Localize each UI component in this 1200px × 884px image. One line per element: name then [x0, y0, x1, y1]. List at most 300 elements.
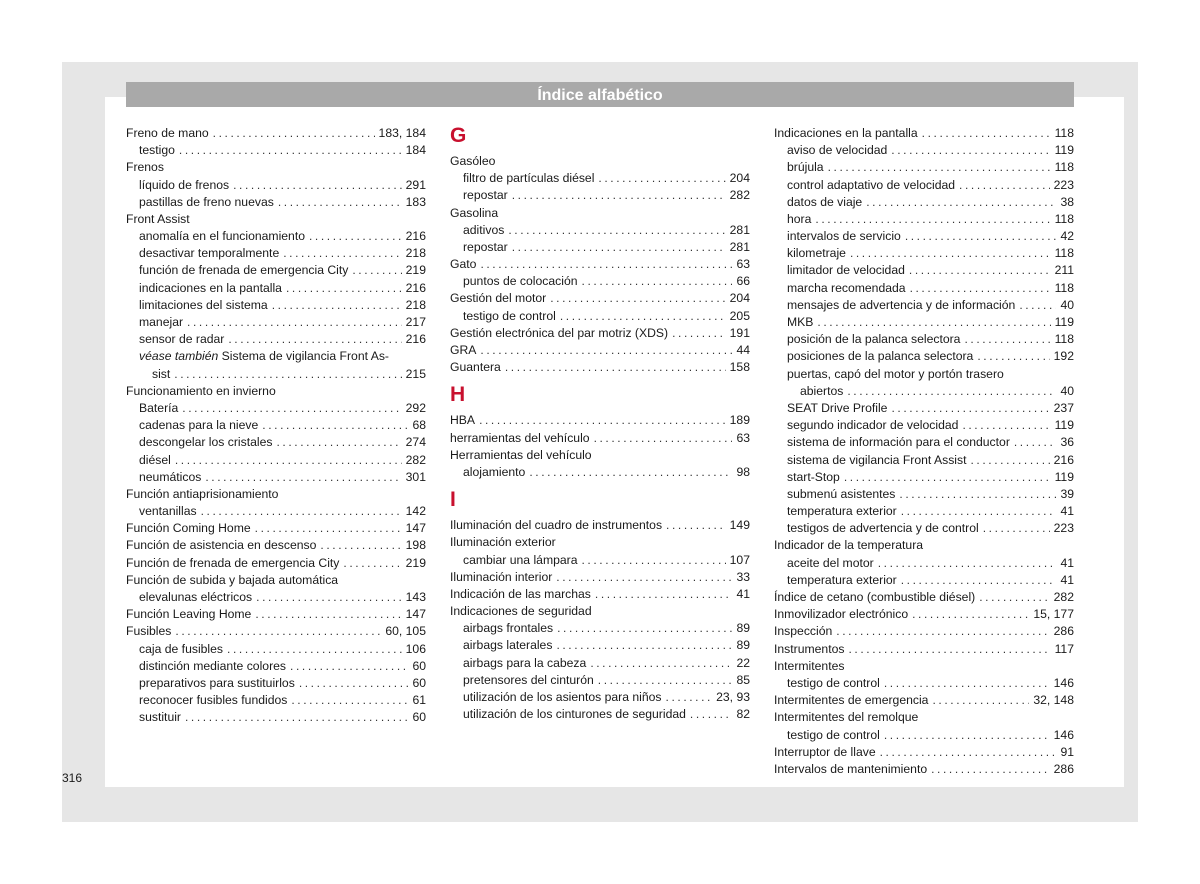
- index-page-ref: 33: [736, 569, 750, 584]
- index-term: [139, 348, 389, 365]
- index-term: [139, 709, 181, 726]
- dot-leader: [977, 348, 1049, 365]
- index-entry: [126, 177, 426, 194]
- index-term-text: HBA: [450, 413, 476, 428]
- index-term-text: airbags laterales: [463, 638, 553, 653]
- index-entry: [450, 222, 750, 239]
- index-term: [139, 452, 171, 469]
- index-entry: [774, 555, 1074, 572]
- index-term-text: mensajes de advertencia y de información: [787, 297, 1016, 312]
- index-entry: [774, 245, 1074, 262]
- index-entry: [774, 709, 1074, 726]
- dot-leader: [560, 308, 726, 325]
- index-term-text: Función Coming Home: [126, 521, 251, 536]
- index-page-ref: 63: [736, 430, 750, 445]
- index-term: [787, 142, 887, 159]
- index-entry: [126, 589, 426, 606]
- index-term: [450, 290, 546, 307]
- dot-leader: [185, 709, 408, 726]
- dot-leader: [983, 520, 1050, 537]
- dot-leader: [228, 331, 401, 348]
- index-term: [139, 314, 183, 331]
- index-entry: [774, 692, 1074, 709]
- dot-leader: [286, 280, 402, 297]
- dot-leader: [278, 194, 402, 211]
- index-entry: [126, 194, 426, 211]
- index-term: [800, 383, 843, 400]
- index-term-text: sistema de vigilancia Front Assist: [787, 452, 967, 467]
- dot-leader: [175, 452, 402, 469]
- index-entry: [774, 263, 1074, 280]
- index-entry: [774, 727, 1074, 744]
- index-page-ref: 39: [1060, 486, 1074, 501]
- index-page-ref: 98: [736, 464, 750, 479]
- index-term-text: testigo de control: [787, 727, 880, 742]
- dot-leader: [598, 170, 725, 187]
- index-term-text: Guantera: [450, 360, 501, 375]
- section-letter: I: [450, 488, 456, 512]
- dot-leader: [213, 125, 375, 142]
- index-column-3: [774, 125, 1074, 778]
- index-entry: [126, 280, 426, 297]
- index-page-ref: 219: [405, 555, 426, 570]
- index-page-ref: 89: [736, 638, 750, 653]
- index-entry: [450, 569, 750, 586]
- index-entry: [126, 641, 426, 658]
- index-term: [463, 187, 508, 204]
- index-term-text: Inspección: [774, 624, 833, 639]
- section-letter: H: [450, 383, 466, 407]
- index-term: [787, 297, 1015, 314]
- index-term-text: control adaptativo de velocidad: [787, 177, 956, 192]
- index-term: [139, 262, 348, 279]
- dot-leader: [283, 245, 401, 262]
- index-entry: [450, 534, 750, 551]
- index-page-ref: 82: [736, 707, 750, 722]
- index-term-text: filtro de partículas diésel: [463, 171, 595, 186]
- index-term: [787, 727, 880, 744]
- index-page-ref: 143: [405, 590, 426, 605]
- dot-leader: [256, 589, 402, 606]
- index-entry: [774, 469, 1074, 486]
- index-term-text: Batería: [139, 400, 179, 415]
- index-term: [787, 245, 846, 262]
- index-term-text: Instrumentos: [774, 641, 845, 656]
- dot-leader: [512, 187, 726, 204]
- index-page-ref: 198: [405, 538, 426, 553]
- index-term: [139, 417, 258, 434]
- index-entry: [774, 177, 1074, 194]
- index-term-text: submenú asistentes: [787, 486, 896, 501]
- index-term-text: Intermitentes de emergencia: [774, 693, 929, 708]
- index-page-ref: 89: [736, 621, 750, 636]
- index-term: [787, 572, 897, 589]
- index-term: [139, 142, 175, 159]
- dot-leader: [1019, 297, 1056, 314]
- index-term: [463, 464, 525, 481]
- index-term-text: anomalía en el funcionamiento: [139, 229, 305, 244]
- index-term: [787, 159, 824, 176]
- index-page-ref: 183: [405, 194, 426, 209]
- index-term-text: líquido de frenos: [139, 177, 230, 192]
- index-term-text: reconocer fusibles fundidos: [139, 693, 288, 708]
- index-term-text: repostar: [463, 239, 508, 254]
- index-term: [139, 589, 252, 606]
- index-page-ref: 42: [1060, 229, 1074, 244]
- index-term-text: herramientas del vehículo: [450, 430, 590, 445]
- dot-leader: [320, 537, 401, 554]
- index-term: [126, 211, 190, 228]
- index-page-ref: 184: [405, 143, 426, 158]
- index-page-ref: 292: [405, 400, 426, 415]
- index-entry: [774, 348, 1074, 365]
- index-term-text: repostar: [463, 188, 508, 203]
- index-entry: [774, 194, 1074, 211]
- index-term: [450, 430, 590, 447]
- index-entry: [126, 125, 426, 142]
- index-term-text: testigo: [139, 143, 175, 158]
- index-term: [787, 417, 958, 434]
- index-term-text: indicaciones en la pantalla: [139, 280, 282, 295]
- dot-leader: [309, 228, 402, 245]
- index-term-text: Intermitentes del remolque: [774, 710, 919, 725]
- dot-leader: [291, 692, 408, 709]
- index-page-ref: 218: [405, 297, 426, 312]
- index-term: [450, 412, 475, 429]
- index-entry: [450, 706, 750, 723]
- index-term: [774, 692, 928, 709]
- index-term: [139, 434, 272, 451]
- index-term-text: descongelar los cristales: [139, 435, 273, 450]
- index-entry: [450, 170, 750, 187]
- index-term-text: Función antiaprisionamiento: [126, 486, 279, 501]
- index-entry: [450, 273, 750, 290]
- dot-leader: [479, 412, 726, 429]
- index-entry: [450, 412, 750, 429]
- index-term: [774, 658, 844, 675]
- index-page-ref: 216: [405, 332, 426, 347]
- index-entry: [450, 464, 750, 481]
- index-term-text: Funcionamiento en invierno: [126, 383, 276, 398]
- index-term-text: cambiar una lámpara: [463, 552, 578, 567]
- dot-leader: [672, 325, 726, 342]
- index-term: [126, 537, 316, 554]
- index-entry: [450, 342, 750, 359]
- dot-leader: [174, 366, 401, 383]
- dot-leader: [594, 430, 733, 447]
- index-term-text: marcha recomendada: [787, 280, 906, 295]
- index-term: [139, 245, 279, 262]
- index-term-text: ventanillas: [139, 504, 197, 519]
- index-page-ref: 22: [736, 655, 750, 670]
- index-entry: [450, 291, 750, 308]
- index-entry: [774, 400, 1074, 417]
- index-term: [152, 366, 170, 383]
- index-entry: [126, 142, 426, 159]
- index-term-text: Indicaciones de seguridad: [450, 604, 592, 619]
- index-term-text: temperatura exterior: [787, 572, 897, 587]
- dot-leader: [175, 623, 381, 640]
- index-page-ref: 217: [405, 315, 426, 330]
- dot-leader: [884, 727, 1050, 744]
- dot-leader: [505, 359, 726, 376]
- index-entry: [774, 675, 1074, 692]
- index-term-text: neumáticos: [139, 469, 202, 484]
- index-page-ref: 215: [405, 366, 426, 381]
- dot-leader: [878, 555, 1057, 572]
- index-page-ref: 218: [405, 246, 426, 261]
- index-entry: [774, 383, 1074, 400]
- index-term: [139, 692, 287, 709]
- index-page-ref: 286: [1053, 624, 1074, 639]
- dot-leader: [848, 641, 1050, 658]
- dot-leader: [590, 655, 732, 672]
- index-term-text: función de frenada de emergencia City: [139, 263, 349, 278]
- index-entry: [774, 520, 1074, 537]
- index-entry: [450, 638, 750, 655]
- dot-leader: [262, 417, 408, 434]
- index-term: [139, 177, 229, 194]
- index-page-ref: 119: [1054, 143, 1074, 158]
- index-page-ref: 216: [405, 229, 426, 244]
- index-page-ref: 149: [729, 518, 750, 533]
- dot-leader: [343, 555, 401, 572]
- index-entry: [126, 159, 426, 176]
- index-term-text: airbags para la cabeza: [463, 655, 587, 670]
- index-entry: [126, 623, 426, 640]
- index-term: [139, 331, 224, 348]
- index-page-ref: 146: [1053, 675, 1074, 690]
- index-entry: [126, 314, 426, 331]
- index-entry: [774, 297, 1074, 314]
- index-page-ref: 40: [1060, 383, 1074, 398]
- index-entry: [774, 538, 1074, 555]
- dot-leader: [582, 273, 733, 290]
- index-entry: [126, 520, 426, 537]
- dot-leader: [595, 586, 733, 603]
- index-term: [139, 297, 268, 314]
- index-page-ref: 301: [405, 469, 426, 484]
- index-entry: [774, 658, 1074, 675]
- index-entry: [774, 280, 1074, 297]
- index-entry: [126, 572, 426, 589]
- index-entry: [126, 469, 426, 486]
- index-term-text: limitador de velocidad: [787, 263, 905, 278]
- index-term: [450, 153, 495, 170]
- index-entry: [774, 572, 1074, 589]
- index-term: [450, 534, 556, 551]
- dot-leader: [290, 658, 408, 675]
- index-entry: [126, 486, 426, 503]
- index-page-ref: 85: [736, 672, 750, 687]
- index-entry: [126, 503, 426, 520]
- index-page-ref: 216: [1053, 452, 1074, 467]
- index-term: [126, 486, 278, 503]
- index-term: [774, 589, 975, 606]
- index-page-ref: 189: [729, 413, 750, 428]
- index-term-text: elevalunas eléctricos: [139, 590, 253, 605]
- index-term-text: alojamiento: [463, 464, 526, 479]
- index-term: [126, 555, 339, 572]
- index-term: [139, 194, 274, 211]
- index-term: [787, 314, 813, 331]
- index-term: [774, 623, 832, 640]
- index-page-ref: 205: [729, 308, 750, 323]
- index-entry: [126, 331, 426, 348]
- dot-leader: [666, 517, 726, 534]
- dot-leader: [891, 400, 1049, 417]
- index-entry: [774, 434, 1074, 451]
- index-entry: [126, 383, 426, 400]
- index-entry: [774, 623, 1074, 640]
- index-page-ref: 60: [412, 675, 426, 690]
- index-entry: [450, 430, 750, 447]
- index-term-text: Iluminación interior: [450, 569, 553, 584]
- dot-leader: [205, 469, 401, 486]
- index-term: [774, 709, 918, 726]
- index-entry: [126, 211, 426, 228]
- index-term-text: Fusibles: [126, 624, 172, 639]
- dot-leader: [299, 675, 409, 692]
- index-entry: [450, 256, 750, 273]
- dot-leader: [828, 159, 1051, 176]
- index-page-ref: 146: [1053, 727, 1074, 742]
- index-term: [450, 447, 592, 464]
- index-page-ref: 147: [405, 521, 426, 536]
- dot-leader: [850, 245, 1051, 262]
- index-page-ref: 36: [1060, 435, 1074, 450]
- index-entry: [450, 359, 750, 376]
- index-term: [139, 641, 223, 658]
- index-term: [126, 606, 251, 623]
- dot-leader: [910, 280, 1051, 297]
- index-term: [450, 342, 476, 359]
- dot-leader: [844, 469, 1051, 486]
- dot-leader: [255, 606, 401, 623]
- index-entry: [774, 589, 1074, 606]
- index-term-text: segundo indicador de velocidad: [787, 418, 959, 433]
- index-entry: [450, 153, 750, 170]
- index-page-ref: 15, 177: [1033, 607, 1074, 622]
- index-term-text: Iluminación del cuadro de instrumentos: [450, 518, 663, 533]
- index-term: [126, 572, 338, 589]
- index-page-ref: 211: [1054, 263, 1074, 278]
- index-page-ref: 282: [729, 188, 750, 203]
- index-page-ref: 32, 148: [1033, 693, 1074, 708]
- index-term-text: Indicación de las marchas: [450, 586, 591, 601]
- index-term: [787, 434, 1010, 451]
- index-term-text: Función de subida y bajada automática: [126, 572, 339, 587]
- index-page-ref: 41: [1060, 504, 1074, 519]
- index-page-ref: 68: [412, 418, 426, 433]
- index-page-ref: 147: [405, 607, 426, 622]
- dot-leader: [815, 211, 1050, 228]
- index-term-text: testigos de advertencia y de control: [787, 521, 979, 536]
- index-term-text: datos de viaje: [787, 194, 863, 209]
- index-term: [139, 228, 305, 245]
- dot-leader: [901, 503, 1057, 520]
- index-entry: [774, 606, 1074, 623]
- index-term-text: posiciones de la palanca selectora: [787, 349, 974, 364]
- index-entry: [450, 552, 750, 569]
- dot-leader: [909, 262, 1051, 279]
- index-entry: [450, 447, 750, 464]
- index-page-ref: 119: [1054, 469, 1074, 484]
- dot-leader: [817, 314, 1050, 331]
- index-page-ref: 274: [405, 435, 426, 450]
- dot-leader: [201, 503, 402, 520]
- index-term-text: Sistema de vigilancia Front As-: [221, 349, 389, 364]
- index-page-ref: 106: [405, 641, 426, 656]
- index-term-text: Gestión electrónica del par motriz (XDS): [450, 325, 669, 340]
- index-entry: [450, 672, 750, 689]
- index-page-ref: 223: [1053, 177, 1074, 192]
- index-term-text: pastillas de freno nuevas: [139, 194, 274, 209]
- index-column-2: [450, 125, 750, 723]
- index-term: [139, 400, 178, 417]
- dot-leader: [959, 177, 1050, 194]
- index-page-ref: 223: [1053, 521, 1074, 536]
- index-entry: [126, 452, 426, 469]
- index-term-text: utilización de los cinturones de seguridad: [463, 707, 686, 722]
- index-page-ref: 118: [1054, 125, 1074, 140]
- index-entry: [774, 417, 1074, 434]
- dot-leader: [979, 589, 1049, 606]
- index-term: [463, 620, 553, 637]
- page-title: Índice alfabético: [126, 82, 1074, 107]
- index-entry: [450, 620, 750, 637]
- index-entry: [450, 689, 750, 706]
- index-term: [787, 366, 1004, 383]
- index-entry: [774, 159, 1074, 176]
- dot-leader: [508, 222, 725, 239]
- index-term-text: kilometraje: [787, 246, 846, 261]
- index-entry: [774, 761, 1074, 778]
- dot-leader: [880, 744, 1057, 761]
- dot-leader: [179, 142, 402, 159]
- index-term-text: Función de asistencia en descenso: [126, 538, 317, 553]
- index-page-ref: 63: [736, 257, 750, 272]
- index-term-text: airbags frontales: [463, 621, 554, 636]
- dot-leader: [1014, 434, 1057, 451]
- index-term: [450, 569, 552, 586]
- index-page-ref: 216: [405, 280, 426, 295]
- index-page-ref: 117: [1054, 641, 1074, 656]
- index-term-text: Función de frenada de emergencia City: [126, 555, 340, 570]
- index-term: [450, 325, 668, 342]
- index-page-ref: 118: [1054, 332, 1074, 347]
- index-term: [787, 177, 955, 194]
- index-page-ref: 107: [729, 552, 750, 567]
- dot-leader: [480, 256, 732, 273]
- index-entry: [126, 245, 426, 262]
- index-page-ref: 183, 184: [378, 125, 426, 140]
- index-term-text: Gato: [450, 257, 477, 272]
- index-entry: [450, 586, 750, 603]
- dot-leader: [581, 552, 725, 569]
- index-entry: [450, 325, 750, 342]
- index-term-text: Gestión del motor: [450, 291, 547, 306]
- index-term: [450, 205, 498, 222]
- index-term-text: Función Leaving Home: [126, 607, 252, 622]
- index-term-text: Intervalos de mantenimiento: [774, 761, 928, 776]
- dot-leader: [884, 675, 1050, 692]
- dot-leader: [901, 572, 1057, 589]
- index-entry: [774, 486, 1074, 503]
- index-page-ref: 41: [736, 586, 750, 601]
- index-term: [463, 170, 594, 187]
- index-term: [126, 623, 171, 640]
